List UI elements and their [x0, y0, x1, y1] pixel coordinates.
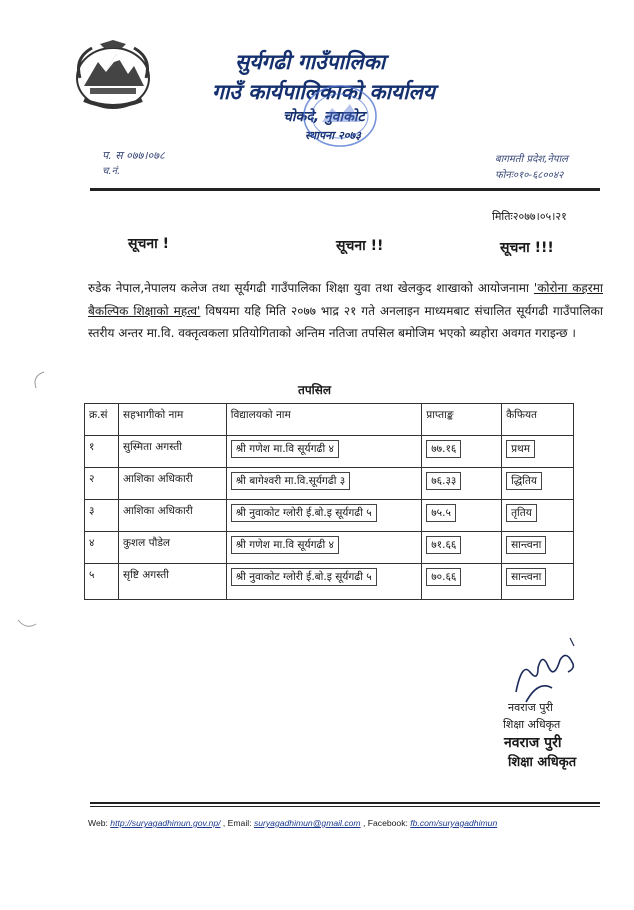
cell-school [226, 500, 421, 532]
cell-remarks [502, 468, 574, 500]
punch-hole-mark-icon [16, 616, 38, 630]
header-serial: क्र.सं [85, 404, 119, 436]
cell-score [422, 532, 502, 564]
paragraph-body: विषयमा यहि मिति २०७७ भाद्र २१ गते अनलाइन माध्यमबाट संचालित सूर्यगढी गाउँपालिका स्तरीय अन्तर मा.वि. वक्तृत्वकला प्रतियोगिताको अन्तिम नतिजा तपसिल बमोजिम भएको ब्यहोरा अवगत गराइन्छ । [88, 303, 603, 340]
cell-score [422, 468, 502, 500]
header-remarks: कैफियत [502, 404, 574, 436]
cell-remarks [502, 436, 574, 468]
cell-remarks-text: प्रथम [506, 440, 535, 458]
cell-score-text: ७७.१६ [426, 440, 461, 458]
header-school: विद्यालयको नाम [226, 404, 421, 436]
cell-score [422, 436, 502, 468]
signatory-title-stamp: शिक्षा अधिकृत [508, 755, 577, 770]
header-participant: सहभागीको नाम [118, 404, 226, 436]
paragraph-intro: रुडेक नेपाल,नेपालय कलेज तथा सूर्यगढी गाउँपालिका शिक्षा युवा तथा खेलकुद शाखाको आयोजनामा [88, 281, 534, 295]
nepal-emblem-icon [70, 38, 156, 112]
cell-remarks-text: सान्त्वना [506, 568, 546, 586]
office-name-full: गाउँ कार्यपालिकाको कार्यालय [212, 80, 435, 104]
cell-participant: आशिका अधिकारी [118, 500, 226, 532]
cell-participant: कुशल पौडेल [118, 532, 226, 564]
phone-number: फोनः०१०-६८००४२ [495, 170, 564, 181]
table-row [85, 564, 574, 600]
footer-facebook-label: , Facebook: [360, 818, 411, 828]
cell-score-text: ७०.६६ [426, 568, 461, 586]
cell-school [226, 436, 421, 468]
cell-serial: ४ [85, 532, 119, 564]
notice-heading-3: सूचना !!! [500, 240, 554, 256]
cell-serial: ५ [85, 564, 119, 600]
footer-divider-thin [90, 806, 600, 807]
email-link[interactable]: suryagadhimun@gmail.com [253, 818, 361, 828]
cell-serial: ३ [85, 500, 119, 532]
footer-contact [88, 818, 497, 828]
cell-remarks-text: सान्त्वना [506, 536, 546, 554]
cell-participant: सृष्टि अगस्ती [118, 564, 226, 600]
cell-score [422, 500, 502, 532]
header-score: प्राप्ताङ्क [422, 404, 502, 436]
cell-remarks [502, 532, 574, 564]
paragraph-topic: 'कोरोना कहरमा बैकल्पिक शिक्षाको महत्व' [88, 281, 603, 318]
punch-hole-mark-icon [28, 370, 48, 390]
cell-participant: आशिका अधिकारी [118, 468, 226, 500]
address-province: बागमती प्रदेश,नेपाल [495, 154, 568, 165]
footer-divider [90, 802, 600, 804]
cell-school-text: श्री गणेश मा.वि सूर्यगढी ४ [231, 440, 339, 458]
signatory-title: शिक्षा अधिकृत [503, 718, 561, 731]
results-table [84, 403, 574, 600]
cell-school [226, 532, 421, 564]
cell-school-text: श्री गणेश मा.वि सूर्यगढी ४ [231, 536, 339, 554]
reference-number: प. स ०७७।०७८ [102, 149, 165, 162]
office-location: चोकदे, नुवाकोट [283, 109, 365, 125]
table-row [85, 532, 574, 564]
facebook-link[interactable]: fb.com/suryagadhimun [410, 818, 498, 828]
office-established: स्थापना २०७३ [305, 129, 361, 142]
footer-web-label: Web: [88, 818, 111, 828]
cell-remarks [502, 564, 574, 600]
notice-heading-1: सूचना ! [128, 236, 170, 252]
notice-heading-2: सूचना !! [336, 238, 384, 254]
office-stamp-icon [300, 82, 380, 150]
signatory-name: नवराज पुरी [508, 701, 553, 714]
cell-serial: २ [85, 468, 119, 500]
cell-school [226, 564, 421, 600]
notice-paragraph [88, 277, 603, 345]
table-header-row [85, 404, 574, 436]
table-row [85, 500, 574, 532]
cell-remarks-text: द्धितिय [506, 472, 542, 490]
website-link[interactable]: http://suryagadhimun.gov.np/ [110, 818, 221, 828]
cell-serial: १ [85, 436, 119, 468]
cell-participant: सुस्मिता अगस्ती [118, 436, 226, 468]
table-row [85, 436, 574, 468]
footer-email-label: , Email: [220, 818, 254, 828]
cell-remarks [502, 500, 574, 532]
cell-remarks-text: तृतिय [506, 504, 537, 522]
cell-school [226, 468, 421, 500]
dispatch-number: च.नं. [102, 166, 121, 177]
notice-date: मितिः२०७७।०५।२१ [492, 210, 567, 223]
cell-school-text: श्री नुवाकोट ग्लोरी ई.बो.इ सूर्यगढी ५ [231, 568, 377, 586]
cell-school-text: श्री बागेश्वरी मा.वि.सूर्यगढी ३ [231, 472, 351, 490]
table-title: तपसिल [298, 383, 332, 397]
cell-score [422, 564, 502, 600]
cell-score-text: ७६.३३ [426, 472, 461, 490]
signatory-name-stamp: नवराज पुरी [504, 735, 562, 751]
cell-school-text: श्री नुवाकोट ग्लोरी ई.बो.इ सूर्यगढी ५ [231, 504, 377, 522]
header-divider [90, 188, 600, 191]
table-row [85, 468, 574, 500]
cell-score-text: ७५.५ [426, 504, 456, 522]
office-name: सुर्यगढी गाउँपालिका [235, 50, 386, 74]
cell-score-text: ७१.६६ [426, 536, 461, 554]
